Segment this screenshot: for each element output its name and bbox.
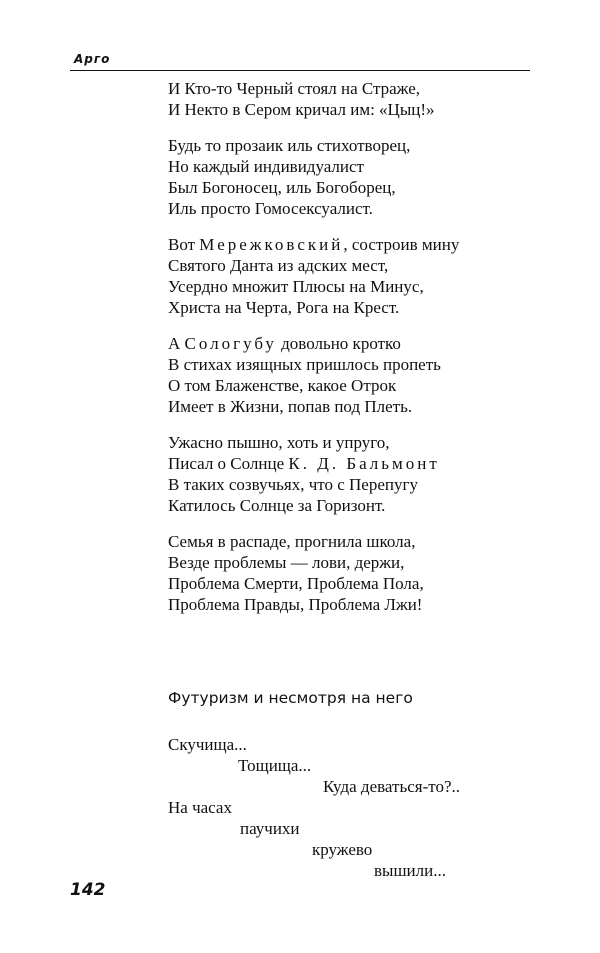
ladder-line: паучихи	[240, 819, 300, 838]
poem-line	[168, 453, 508, 474]
line-fragment: А	[168, 334, 185, 353]
poem-line: И Некто в Сером кричал им: «Цыц!»	[168, 100, 435, 119]
poem-block	[168, 78, 508, 630]
stanza	[168, 531, 508, 615]
poem-line: В стихах изящных пришлось пропеть	[168, 355, 441, 374]
poem-line: Христа на Черта, Рога на Крест.	[168, 298, 400, 317]
poem-line: Проблема Правды, Проблема Лжи!	[168, 595, 423, 614]
poem-line: Был Богоносец, иль Богоборец,	[168, 178, 396, 197]
line-fragment: Писал о Солнце	[168, 454, 289, 473]
running-head: Арго	[74, 52, 111, 66]
poem-line: Ужасно пышно, хоть и упруго,	[168, 433, 390, 452]
ladder-line: На часах	[168, 798, 232, 817]
poem-line: Усердно множит Плюсы на Минус,	[168, 277, 424, 296]
section-title: Футуризм и несмотря на него	[168, 689, 413, 707]
line-fragment: Вот	[168, 235, 200, 254]
stanza	[168, 234, 508, 318]
poem-line: Но каждый индивидуалист	[168, 157, 364, 176]
line-fragment: , состроив мину	[343, 235, 460, 254]
poem-line: Будь то прозаик иль стихотворец,	[168, 136, 411, 155]
poem-line: В таких созвучьях, что с Перепугу	[168, 475, 418, 494]
letterspaced-name: К. Д. Бальмонт	[288, 454, 440, 473]
letterspaced-name: Сологубу	[184, 334, 277, 353]
poem-line: Везде проблемы — лови, держи,	[168, 553, 405, 572]
poem-line: Катилось Солнце за Горизонт.	[168, 496, 386, 515]
poem-line: О том Блаженстве, какое Отрок	[168, 376, 397, 395]
poem-line: Иль просто Гомосексуалист.	[168, 199, 373, 218]
stanza	[168, 135, 508, 219]
stanza	[168, 78, 508, 120]
poem-line: Семья в распаде, прогнила школа,	[168, 532, 416, 551]
poem-line	[168, 234, 508, 255]
stanza	[168, 333, 508, 417]
ladder-line: Тощища...	[238, 756, 312, 775]
poem-line: И Кто-то Черный стоял на Страже,	[168, 79, 420, 98]
letterspaced-name: Мережковский	[199, 235, 344, 254]
poem-line: Святого Данта из адских мест,	[168, 256, 389, 275]
page-header	[70, 50, 530, 72]
header-rule	[70, 70, 530, 71]
ladder-line: Скучища...	[168, 735, 247, 754]
line-fragment: довольно кротко	[276, 334, 401, 353]
poem-line: Имеет в Жизни, попав под Плеть.	[168, 397, 413, 416]
poem-line: Проблема Смерти, Проблема Пола,	[168, 574, 424, 593]
page-number: 142	[70, 880, 106, 900]
ladder-line: кружево	[312, 840, 373, 859]
ladder-line: Куда деваться-то?..	[323, 777, 460, 796]
stanza	[168, 432, 508, 516]
poem-line	[168, 333, 508, 354]
ladder-line: вышили...	[374, 861, 446, 880]
